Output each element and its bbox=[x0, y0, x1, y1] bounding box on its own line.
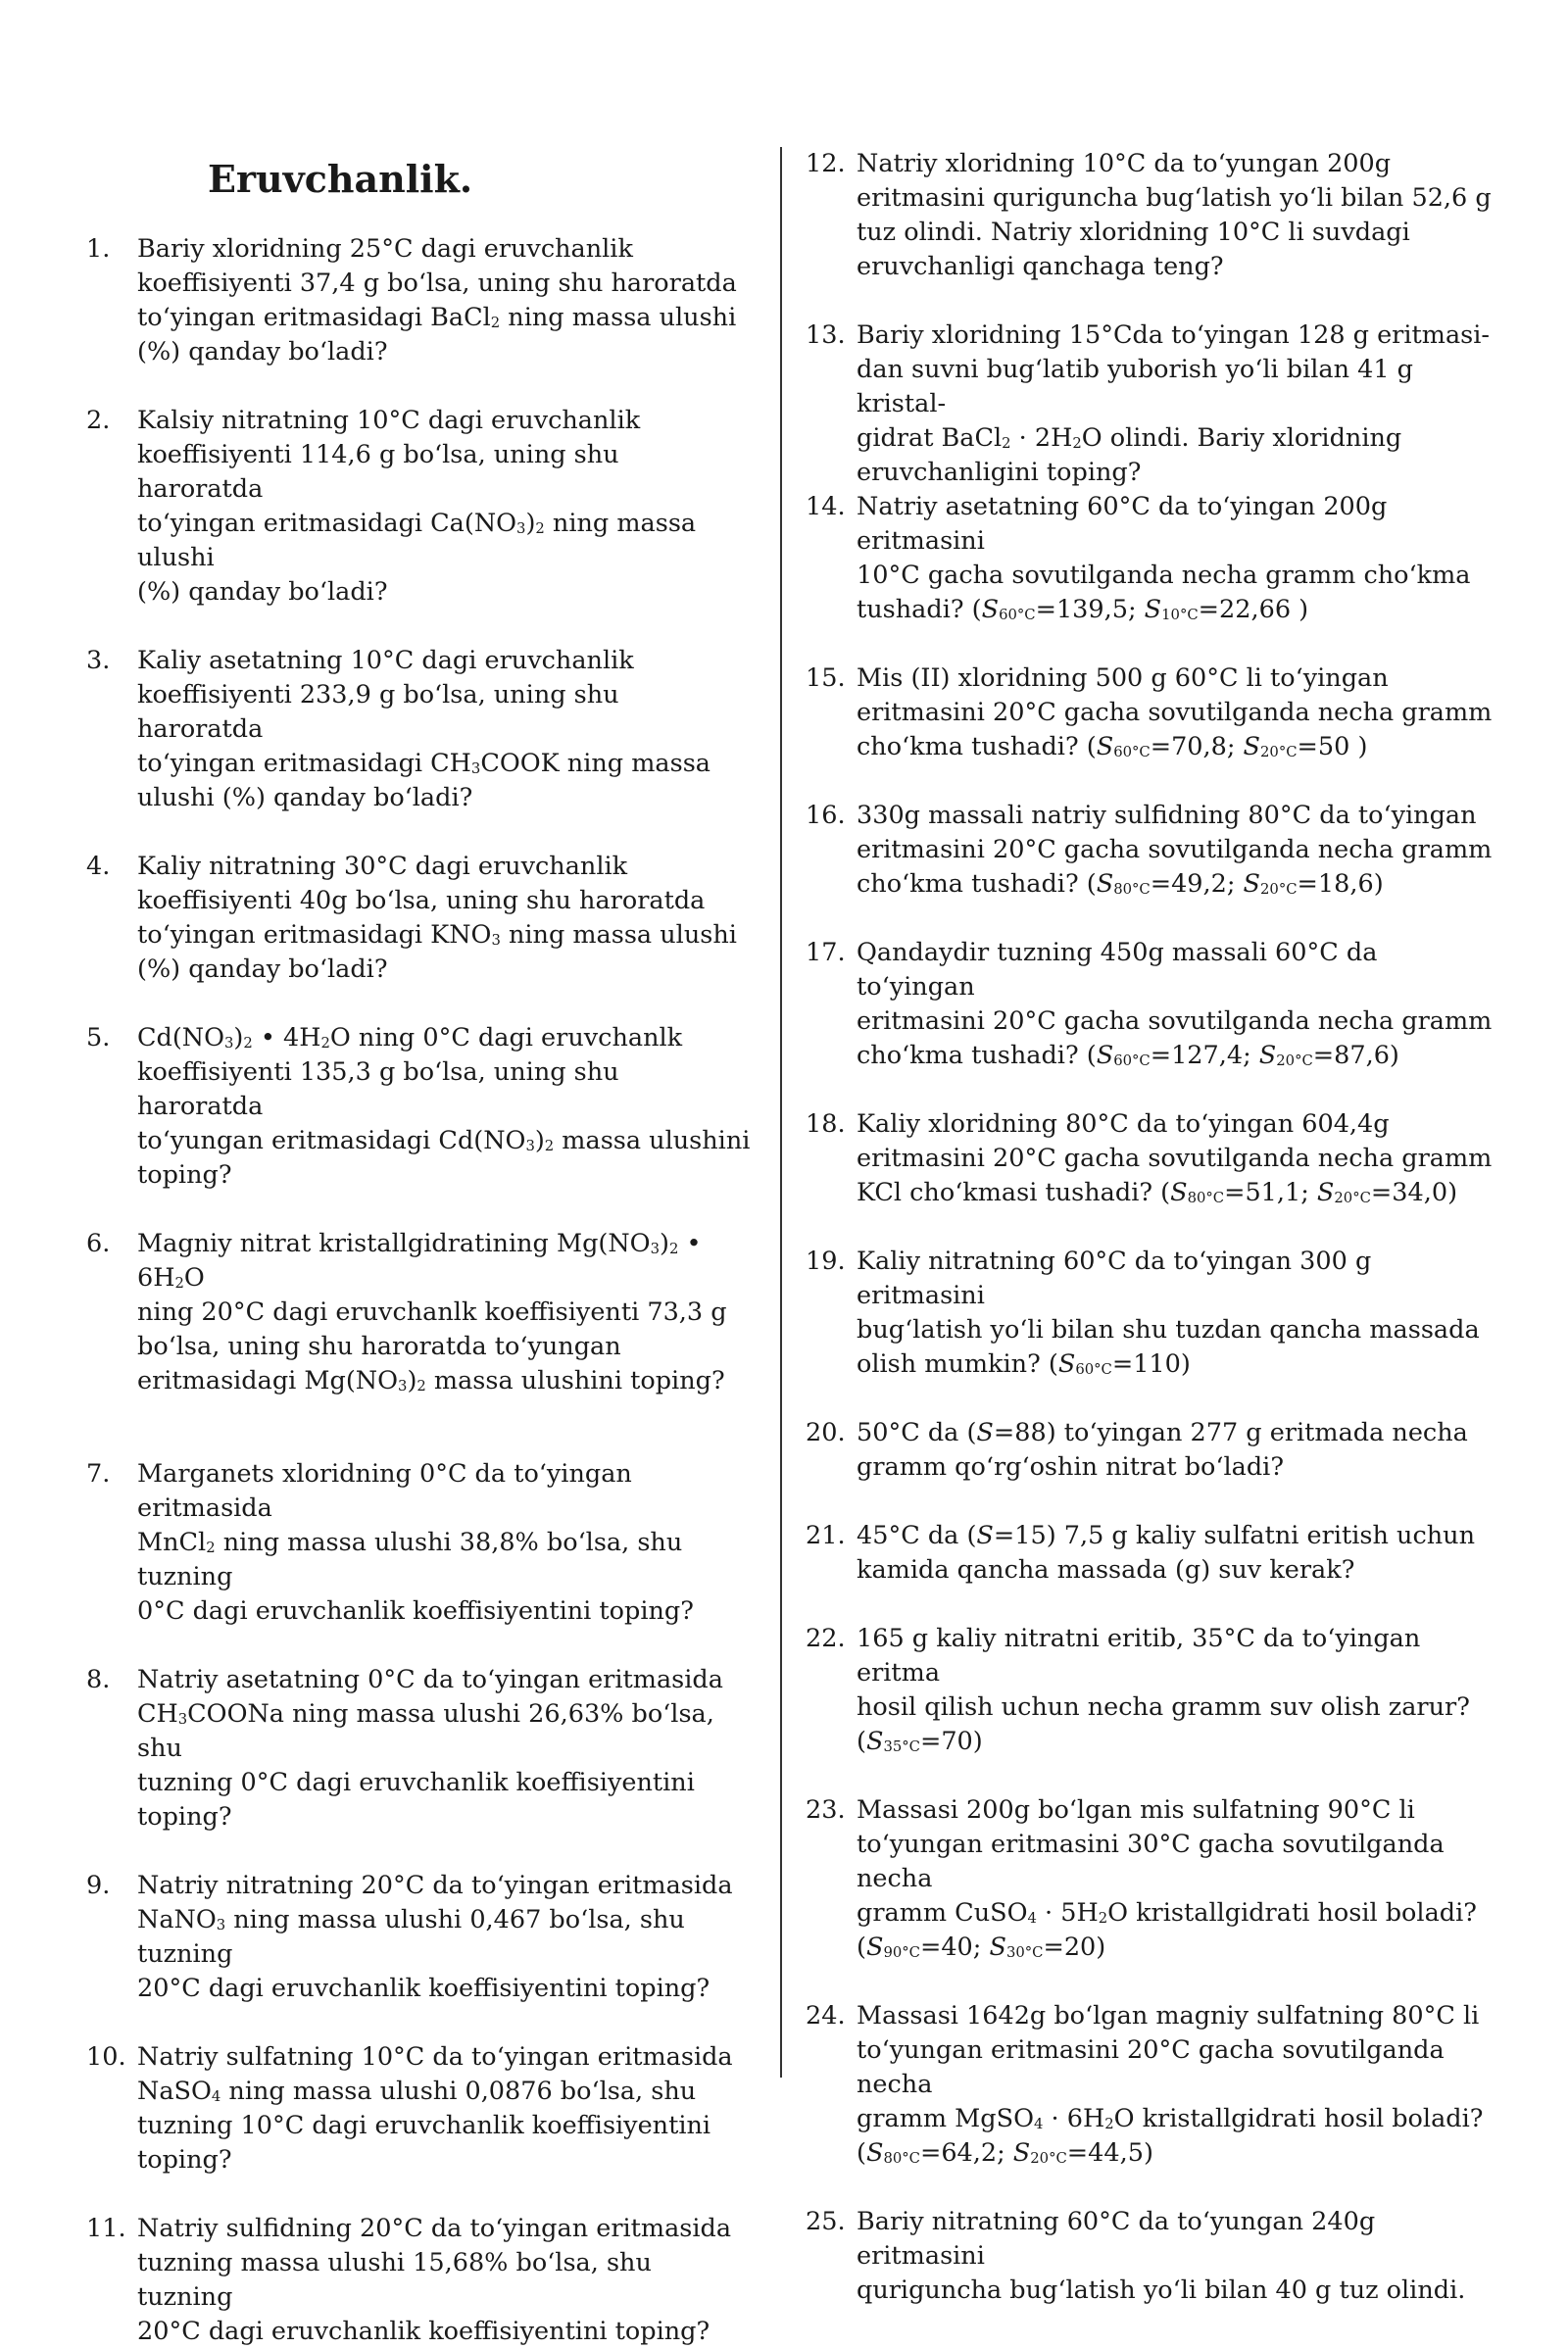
problem-text: Natriy asetatning 60°C da to‘yingan 200g eritmasini 10°C gacha sovutilganda necha gramm cho‘kma tushadi? ($S_{60^\circ C}=139,5$; $S_{10^\circ C}=22,66$ ) bbox=[857, 492, 1471, 624]
problem-item bbox=[806, 936, 1501, 1073]
problem-item bbox=[806, 490, 1501, 627]
problem-item bbox=[806, 2205, 1501, 2308]
problem-item bbox=[806, 1416, 1501, 1485]
problem-item bbox=[86, 1869, 753, 2006]
problem-item bbox=[806, 1622, 1501, 1759]
problem-item bbox=[806, 1245, 1501, 1382]
problem-number: 23. bbox=[806, 1795, 846, 1825]
problem-number: 17. bbox=[806, 938, 846, 967]
problem-number: 24. bbox=[806, 2001, 846, 2031]
problem-text: Natriy sulfidning 20°C da to‘yingan eritmasida tuzning massa ulushi 15,68% bo‘lsa, shu tuzning 20°C dagi eruvchanlik koeffisiyentini toping? bbox=[137, 2214, 732, 2346]
problem-text: Kaliy xloridning 80°C da to‘yingan 604,4g eritmasini 20°C gacha sovutilganda necha gramm KCl cho‘kmasi tushadi? ($S_{80^\circ C}=51,1$; $S_{20^\circ C}=34,0$) bbox=[857, 1109, 1493, 1207]
problem-item bbox=[86, 2040, 753, 2178]
problem-number: 18. bbox=[806, 1109, 846, 1139]
problem-number: 12. bbox=[806, 149, 846, 178]
problem-text: Bariy nitratning 60°C da to‘yungan 240g eritmasini quriguncha bug‘latish yo‘li bilan 40 g tuz olindi. bbox=[857, 2207, 1466, 2305]
problem-text: 45°C da (S=15) 7,5 g kaliy sulfatni eritish uchun kamida qancha massada (g) suv kerak? bbox=[857, 1521, 1475, 1585]
left-column bbox=[86, 147, 753, 2349]
problem-text: Mis (II) xloridning 500 g 60°C li to‘yingan eritmasini 20°C gacha sovutilganda necha gramm cho‘kma tushadi? ($S_{60^\circ C}=70,8$; $S_{20^\circ C}=50$ ) bbox=[857, 663, 1493, 761]
problem-number: 4. bbox=[86, 852, 111, 881]
problem-item bbox=[86, 232, 753, 369]
problem-number: 19. bbox=[806, 1247, 846, 1276]
problem-text: Magniy nitrat kristallgidratining $Mg(NO_3)_2$ • $6H_2O$ ning 20°C dagi eruvchanlk koeffisiyenti 73,3 g bo‘lsa, uning shu haroratda to‘yungan eritmasidagi $Mg(NO_3)_2$ massa ulushini toping? bbox=[137, 1229, 727, 1395]
problem-number: 7. bbox=[86, 1459, 111, 1489]
problem-item bbox=[806, 318, 1501, 490]
problem-text: Natriy nitratning 20°C da to‘yingan eritmasida NaNO$_3$ ning massa ulushi 0,467 bo‘lsa, shu tuzning 20°C dagi eruvchanlik koeffisiyentini toping? bbox=[137, 1871, 733, 2003]
problem-number: 8. bbox=[86, 1665, 111, 1694]
problem-item bbox=[86, 1663, 753, 1835]
problem-item bbox=[806, 661, 1501, 764]
problem-text: Massasi 200g bo‘lgan mis sulfatning 90°C li to‘yungan eritmasini 30°C gacha sovutilganda necha gramm CuSO$_4$ · $5H_2O$ kristallgidrati hosil boladi? ($S_{90^\circ C}=40$; $S_{30^\circ C}=20$) bbox=[857, 1795, 1477, 1962]
problem-text: 165 g kaliy nitratni eritib, 35°C da to‘yingan eritma hosil qilish uchun necha gramm suv olish zarur? $(S_{35^\circ C}=70)$ bbox=[857, 1624, 1470, 1756]
problem-text: Natriy sulfatning 10°C da to‘yingan eritmasida NaSO$_4$ ning massa ulushi 0,0876 bo‘lsa, shu tuzning 10°C dagi eruvchanlik koeffisiyentini toping? bbox=[137, 2042, 733, 2175]
problem-text: Qandaydir tuzning 450g massali 60°C da to‘yingan eritmasini 20°C gacha sovutilganda necha gramm cho‘kma tushadi? ($S_{60^\circ C}=127,4$; $S_{20^\circ C}=87,6$) bbox=[857, 938, 1493, 1070]
problem-text: Kalsiy nitratning 10°C dagi eruvchanlik koeffisiyenti 114,6 g bo‘lsa, uning shu haroratda to‘yingan eritmasidagi $Ca(NO_3)_2$ ning massa ulushi (%) qanday bo‘ladi? bbox=[137, 406, 697, 607]
problem-number: 3. bbox=[86, 646, 111, 675]
problem-item bbox=[86, 1021, 753, 1193]
problem-item bbox=[806, 1107, 1501, 1210]
problem-number: 21. bbox=[806, 1521, 846, 1550]
problem-item bbox=[806, 799, 1501, 902]
problem-number: 16. bbox=[806, 801, 846, 830]
problem-text: Kaliy nitratning 60°C da to‘yingan 300 g eritmasini bug‘latish yo‘li bilan shu tuzdan qancha massada olish mumkin? $(S_{60^\circ C}=110)$ bbox=[857, 1247, 1480, 1379]
problem-number: 11. bbox=[86, 2214, 126, 2243]
problem-text: $Cd(NO_3)_2$ • $4H_2O$ ning 0°C dagi eruvchanlk koeffisiyenti 135,3 g bo‘lsa, uning shu haroratda to‘yungan eritmasidagi $Cd(NO_3)_2$ massa ulushini toping? bbox=[137, 1023, 751, 1190]
problem-item bbox=[806, 1999, 1501, 2171]
problem-text: Natriy asetatning 0°C da to‘yingan eritmasida $CH_3COONa$ ning massa ulushi 26,63% bo‘lsa, shu tuzning 0°C dagi eruvchanlik koeffisiyentini toping? bbox=[137, 1665, 723, 1832]
problem-number: 6. bbox=[86, 1229, 111, 1258]
problem-text: Marganets xloridning 0°C da to‘yingan eritmasida MnCl$_2$ ning massa ulushi 38,8% bo‘lsa, shu tuzning 0°C dagi eruvchanlik koeffisiyentini toping? bbox=[137, 1459, 694, 1626]
problem-item bbox=[86, 2212, 753, 2349]
problem-item bbox=[86, 404, 753, 610]
problem-item bbox=[86, 1227, 753, 1398]
problem-item bbox=[86, 644, 753, 815]
problem-number: 9. bbox=[86, 1871, 111, 1900]
problem-number: 10. bbox=[86, 2042, 126, 2072]
problem-number: 25. bbox=[806, 2207, 846, 2236]
problem-item bbox=[806, 1793, 1501, 1965]
problem-text: Kaliy nitratning 30°C dagi eruvchanlik koeffisiyenti 40g bo‘lsa, uning shu haroratda to‘yingan eritmasidagi $KNO_3$ ning massa ulushi (%) qanday bo‘ladi? bbox=[137, 852, 737, 984]
problem-number: 22. bbox=[806, 1624, 846, 1653]
problem-text: Bariy xloridning 25°C dagi eruvchanlik koeffisiyenti 37,4 g bo‘lsa, uning shu haroratda to‘yingan eritmasidagi BaCl$_2$ ning massa ulushi (%) qanday bo‘ladi? bbox=[137, 234, 737, 367]
problem-item bbox=[86, 850, 753, 987]
problem-number: 1. bbox=[86, 234, 111, 264]
problem-text: Kaliy asetatning 10°C dagi eruvchanlik koeffisiyenti 233,9 g bo‘lsa, uning shu haroratda to‘yingan eritmasidagi $CH_3COOK$ ning massa ulushi (%) qanday bo‘ladi? bbox=[137, 646, 710, 812]
problem-number: 14. bbox=[806, 492, 846, 521]
problem-text: Massasi 1642g bo‘lgan magniy sulfatning 80°C li to‘yungan eritmasini 20°C gacha sovutilganda necha gramm MgSO$_4$ · $6H_2O$ kristallgidrati hosil boladi? ($S_{80^\circ C}=64,2$; $S_{20^\circ C}=44,5$) bbox=[857, 2001, 1484, 2168]
problem-text: 50°C da (S=88) to‘yingan 277 g eritmada necha gramm qo‘rg‘oshin nitrat bo‘ladi? bbox=[857, 1418, 1468, 1482]
problem-number: 5. bbox=[86, 1023, 111, 1052]
problem-item bbox=[806, 147, 1501, 284]
problem-item bbox=[806, 1519, 1501, 1588]
problem-number: 20. bbox=[806, 1418, 846, 1447]
problem-number: 13. bbox=[806, 320, 846, 350]
problem-text: Bariy xloridning 15°Cda to‘yingan 128 g eritmasi- dan suvni bug‘latib yuborish yo‘li bilan 41 g kristal- gidrat BaCl$_2$ · $2H_2O$ olindi. Bariy xloridning eruvchanligini toping? bbox=[857, 320, 1491, 487]
page-title: Eruvchanlik. bbox=[208, 157, 473, 201]
right-column bbox=[806, 147, 1501, 2308]
problem-text: Natriy xloridning 10°C da to‘yungan 200g eritmasini quriguncha bug‘latish yo‘li bilan 52,6 g tuz olindi. Natriy xloridning 10°C li suvdagi eruvchanligi qanchaga teng? bbox=[857, 149, 1492, 281]
problem-text: 330g massali natriy sulfidning 80°C da to‘yingan eritmasini 20°C gacha sovutilganda necha gramm cho‘kma tushadi? ($S_{80^\circ C}=49,2$; $S_{20^\circ C}=18,6$) bbox=[857, 801, 1493, 899]
problem-number: 15. bbox=[806, 663, 846, 693]
problem-number: 2. bbox=[86, 406, 111, 435]
problem-item bbox=[86, 1457, 753, 1629]
column-divider bbox=[780, 147, 782, 2078]
